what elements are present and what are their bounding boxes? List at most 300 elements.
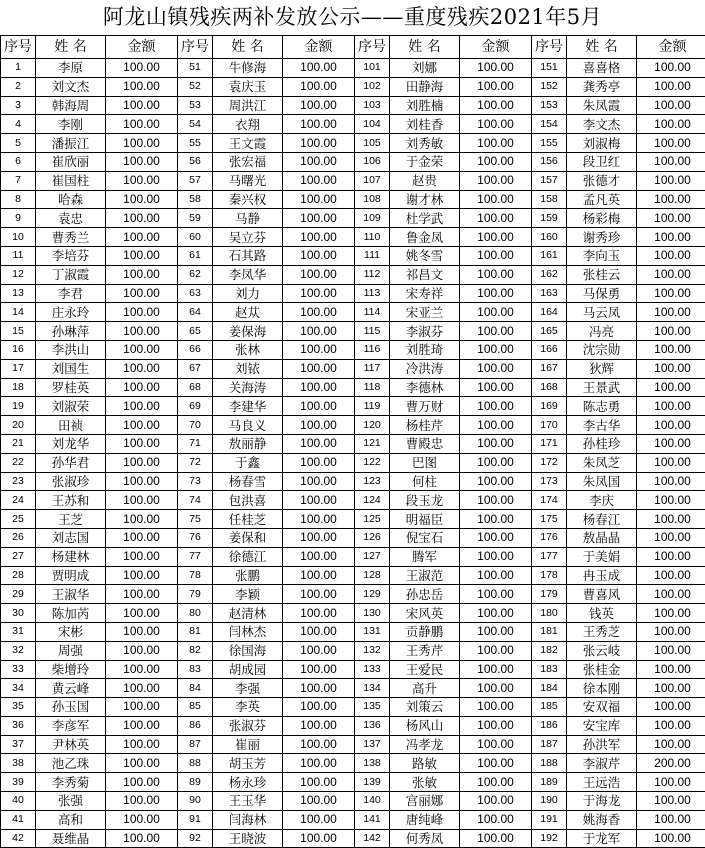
name-cell: 孙桂珍 — [567, 434, 637, 453]
name-cell: 张鹏 — [213, 566, 283, 585]
amount-cell: 100.00 — [460, 679, 532, 698]
amount-cell: 100.00 — [460, 829, 532, 848]
seq-cell: 89 — [178, 773, 213, 792]
name-cell: 吴立芬 — [213, 228, 283, 247]
amount-cell: 100.00 — [106, 340, 178, 359]
name-cell: 于金荣 — [390, 152, 460, 171]
name-cell: 哈森 — [36, 190, 106, 209]
amount-cell: 100.00 — [106, 134, 178, 153]
name-cell: 曹殿忠 — [390, 434, 460, 453]
seq-cell: 129 — [355, 585, 390, 604]
name-cell: 杜学武 — [390, 209, 460, 228]
seq-cell: 182 — [532, 641, 567, 660]
amount-cell: 100.00 — [106, 716, 178, 735]
name-cell: 王景武 — [567, 378, 637, 397]
name-cell: 周洪江 — [213, 96, 283, 115]
seq-cell: 26 — [1, 528, 36, 547]
amount-cell: 100.00 — [106, 585, 178, 604]
seq-cell: 158 — [532, 190, 567, 209]
seq-cell: 135 — [355, 698, 390, 717]
seq-cell: 23 — [1, 472, 36, 491]
name-header: 姓 名 — [36, 36, 106, 59]
seq-cell: 7 — [1, 171, 36, 190]
amount-cell: 100.00 — [106, 322, 178, 341]
seq-cell: 70 — [178, 416, 213, 435]
amount-cell: 100.00 — [283, 322, 355, 341]
amount-cell: 100.00 — [637, 152, 705, 171]
seq-cell: 2 — [1, 77, 36, 96]
name-cell: 田静海 — [390, 77, 460, 96]
seq-cell: 116 — [355, 340, 390, 359]
amount-cell: 100.00 — [106, 472, 178, 491]
name-cell: 崔欣丽 — [36, 152, 106, 171]
amount-cell: 100.00 — [106, 209, 178, 228]
amount-cell: 100.00 — [460, 566, 532, 585]
seq-cell: 134 — [355, 679, 390, 698]
seq-cell: 35 — [1, 698, 36, 717]
amount-cell: 100.00 — [637, 566, 705, 585]
amount-cell: 100.00 — [637, 735, 705, 754]
amount-cell: 100.00 — [283, 265, 355, 284]
seq-header: 序号 — [178, 36, 213, 59]
seq-cell: 27 — [1, 547, 36, 566]
name-cell: 陈志勇 — [567, 397, 637, 416]
amount-cell: 100.00 — [106, 754, 178, 773]
amount-cell: 100.00 — [460, 303, 532, 322]
name-cell: 巴图 — [390, 453, 460, 472]
seq-cell: 168 — [532, 378, 567, 397]
name-cell: 明福臣 — [390, 510, 460, 529]
amount-cell: 100.00 — [637, 698, 705, 717]
name-cell: 沈宗勋 — [567, 340, 637, 359]
name-cell: 刘淑梅 — [567, 134, 637, 153]
table-row — [1, 773, 705, 792]
table-row — [1, 209, 705, 228]
name-cell: 张桂金 — [567, 660, 637, 679]
amount-cell: 100.00 — [637, 641, 705, 660]
seq-cell: 76 — [178, 528, 213, 547]
name-cell: 黄云峰 — [36, 679, 106, 698]
table-row — [1, 397, 705, 416]
amount-cell: 100.00 — [637, 547, 705, 566]
name-cell: 刘秀敏 — [390, 134, 460, 153]
table-row — [1, 792, 705, 811]
amount-cell: 100.00 — [283, 190, 355, 209]
seq-cell: 60 — [178, 228, 213, 247]
seq-cell: 51 — [178, 59, 213, 78]
table-row — [1, 754, 705, 773]
name-cell: 刘铱 — [213, 359, 283, 378]
name-cell: 刘淑荣 — [36, 397, 106, 416]
seq-cell: 142 — [355, 829, 390, 848]
seq-cell: 31 — [1, 622, 36, 641]
name-cell: 安双福 — [567, 698, 637, 717]
name-cell: 尹林英 — [36, 735, 106, 754]
amount-cell: 100.00 — [106, 491, 178, 510]
name-cell: 关海涛 — [213, 378, 283, 397]
amount-cell: 100.00 — [283, 434, 355, 453]
name-cell: 赵清林 — [213, 604, 283, 623]
seq-cell: 83 — [178, 660, 213, 679]
amount-cell: 100.00 — [106, 397, 178, 416]
amount-header: 金额 — [460, 36, 532, 59]
amount-cell: 100.00 — [637, 773, 705, 792]
amount-cell: 100.00 — [283, 547, 355, 566]
seq-cell: 102 — [355, 77, 390, 96]
amount-cell: 100.00 — [460, 190, 532, 209]
amount-cell: 100.00 — [460, 284, 532, 303]
name-cell: 张敏 — [390, 773, 460, 792]
name-cell: 陈加芮 — [36, 604, 106, 623]
seq-header: 序号 — [1, 36, 36, 59]
amount-cell: 100.00 — [106, 679, 178, 698]
amount-cell: 100.00 — [283, 698, 355, 717]
name-cell: 李德林 — [390, 378, 460, 397]
amount-cell: 100.00 — [283, 585, 355, 604]
name-cell: 宋彬 — [36, 622, 106, 641]
amount-cell: 100.00 — [637, 792, 705, 811]
seq-cell: 126 — [355, 528, 390, 547]
seq-cell: 112 — [355, 265, 390, 284]
amount-cell: 100.00 — [283, 378, 355, 397]
seq-cell: 24 — [1, 491, 36, 510]
seq-cell: 188 — [532, 754, 567, 773]
name-cell: 刘龙华 — [36, 434, 106, 453]
table-row — [1, 491, 705, 510]
name-cell: 李向玉 — [567, 246, 637, 265]
seq-cell: 18 — [1, 378, 36, 397]
seq-cell: 16 — [1, 340, 36, 359]
name-cell: 杨春雪 — [213, 472, 283, 491]
name-cell: 刘国生 — [36, 359, 106, 378]
amount-cell: 100.00 — [106, 641, 178, 660]
seq-cell: 28 — [1, 566, 36, 585]
amount-cell: 100.00 — [283, 660, 355, 679]
amount-cell: 100.00 — [283, 134, 355, 153]
seq-cell: 130 — [355, 604, 390, 623]
amount-cell: 100.00 — [106, 265, 178, 284]
amount-cell: 100.00 — [460, 96, 532, 115]
name-cell: 袁忠 — [36, 209, 106, 228]
name-cell: 贡静鹏 — [390, 622, 460, 641]
name-cell: 王玉华 — [213, 792, 283, 811]
seq-cell: 190 — [532, 792, 567, 811]
name-cell: 王苏和 — [36, 491, 106, 510]
amount-cell: 100.00 — [283, 679, 355, 698]
seq-cell: 88 — [178, 754, 213, 773]
amount-cell: 100.00 — [283, 773, 355, 792]
name-cell: 王文霞 — [213, 134, 283, 153]
amount-cell: 100.00 — [460, 453, 532, 472]
amount-cell: 100.00 — [106, 698, 178, 717]
name-cell: 敖丽静 — [213, 434, 283, 453]
name-cell: 刘策云 — [390, 698, 460, 717]
amount-cell: 100.00 — [460, 340, 532, 359]
amount-cell: 100.00 — [460, 660, 532, 679]
amount-cell: 100.00 — [283, 622, 355, 641]
amount-cell: 100.00 — [283, 284, 355, 303]
table-row — [1, 434, 705, 453]
seq-cell: 174 — [532, 491, 567, 510]
amount-cell: 100.00 — [637, 453, 705, 472]
amount-cell: 100.00 — [460, 228, 532, 247]
seq-cell: 187 — [532, 735, 567, 754]
amount-cell: 100.00 — [460, 246, 532, 265]
name-cell: 李淑芬 — [390, 322, 460, 341]
name-cell: 聂维晶 — [36, 829, 106, 848]
amount-cell: 100.00 — [460, 322, 532, 341]
name-cell: 王芝 — [36, 510, 106, 529]
seq-cell: 121 — [355, 434, 390, 453]
seq-cell: 155 — [532, 134, 567, 153]
table-row — [1, 115, 705, 134]
name-cell: 于鑫 — [213, 453, 283, 472]
amount-cell: 100.00 — [637, 96, 705, 115]
seq-cell: 159 — [532, 209, 567, 228]
seq-cell: 173 — [532, 472, 567, 491]
table-row — [1, 96, 705, 115]
amount-header: 金额 — [637, 36, 705, 59]
amount-cell: 100.00 — [283, 209, 355, 228]
amount-cell: 100.00 — [460, 59, 532, 78]
amount-cell: 100.00 — [637, 115, 705, 134]
name-cell: 谢才林 — [390, 190, 460, 209]
name-cell: 李刚 — [36, 115, 106, 134]
name-cell: 孙忠岳 — [390, 585, 460, 604]
name-cell: 韩海周 — [36, 96, 106, 115]
amount-cell: 100.00 — [460, 716, 532, 735]
seq-cell: 103 — [355, 96, 390, 115]
amount-cell: 100.00 — [637, 228, 705, 247]
name-cell: 于龙军 — [567, 829, 637, 848]
amount-cell: 100.00 — [637, 134, 705, 153]
seq-cell: 154 — [532, 115, 567, 134]
amount-cell: 100.00 — [637, 209, 705, 228]
seq-cell: 107 — [355, 171, 390, 190]
amount-cell: 100.00 — [637, 59, 705, 78]
amount-cell: 100.00 — [283, 641, 355, 660]
seq-cell: 65 — [178, 322, 213, 341]
seq-cell: 113 — [355, 284, 390, 303]
name-cell: 袁庆玉 — [213, 77, 283, 96]
name-cell: 任桂芝 — [213, 510, 283, 529]
seq-cell: 183 — [532, 660, 567, 679]
seq-cell: 58 — [178, 190, 213, 209]
name-cell: 宋风英 — [390, 604, 460, 623]
seq-cell: 101 — [355, 59, 390, 78]
seq-cell: 133 — [355, 660, 390, 679]
name-cell: 赵贵 — [390, 171, 460, 190]
amount-cell: 100.00 — [283, 491, 355, 510]
name-cell: 路敏 — [390, 754, 460, 773]
name-cell: 朱凤国 — [567, 472, 637, 491]
amount-cell: 100.00 — [637, 810, 705, 829]
name-cell: 贾明成 — [36, 566, 106, 585]
name-cell: 孙洪军 — [567, 735, 637, 754]
amount-cell: 100.00 — [460, 115, 532, 134]
seq-cell: 163 — [532, 284, 567, 303]
amount-cell: 100.00 — [637, 246, 705, 265]
name-cell: 孙玉国 — [36, 698, 106, 717]
amount-cell: 100.00 — [283, 340, 355, 359]
seq-cell: 87 — [178, 735, 213, 754]
table-row — [1, 303, 705, 322]
name-cell: 孙华君 — [36, 453, 106, 472]
name-cell: 杨春江 — [567, 510, 637, 529]
name-cell: 杨彩梅 — [567, 209, 637, 228]
seq-cell: 41 — [1, 810, 36, 829]
seq-cell: 111 — [355, 246, 390, 265]
table-row — [1, 585, 705, 604]
name-cell: 闫海林 — [213, 810, 283, 829]
amount-cell: 100.00 — [637, 340, 705, 359]
amount-cell: 100.00 — [637, 397, 705, 416]
name-cell: 段玉龙 — [390, 491, 460, 510]
seq-cell: 185 — [532, 698, 567, 717]
amount-cell: 100.00 — [106, 792, 178, 811]
name-cell: 杨桂芹 — [390, 416, 460, 435]
amount-cell: 100.00 — [106, 829, 178, 848]
amount-cell: 100.00 — [283, 171, 355, 190]
name-cell: 李彦军 — [36, 716, 106, 735]
name-cell: 石其路 — [213, 246, 283, 265]
name-cell: 何柱 — [390, 472, 460, 491]
amount-cell: 100.00 — [637, 303, 705, 322]
seq-cell: 73 — [178, 472, 213, 491]
amount-cell: 100.00 — [106, 547, 178, 566]
name-cell: 杨风山 — [390, 716, 460, 735]
name-cell: 张强 — [36, 792, 106, 811]
name-cell: 李古华 — [567, 416, 637, 435]
amount-cell: 100.00 — [637, 829, 705, 848]
amount-cell: 100.00 — [283, 604, 355, 623]
seq-cell: 75 — [178, 510, 213, 529]
seq-cell: 1 — [1, 59, 36, 78]
name-cell: 唐纯峰 — [390, 810, 460, 829]
name-cell: 衣翔 — [213, 115, 283, 134]
name-cell: 冉玉成 — [567, 566, 637, 585]
name-cell: 李庆 — [567, 491, 637, 510]
seq-cell: 92 — [178, 829, 213, 848]
seq-cell: 62 — [178, 265, 213, 284]
amount-cell: 100.00 — [637, 528, 705, 547]
table-row — [1, 622, 705, 641]
amount-cell: 100.00 — [283, 528, 355, 547]
name-cell: 马静 — [213, 209, 283, 228]
seq-cell: 178 — [532, 566, 567, 585]
amount-cell: 100.00 — [637, 284, 705, 303]
table-row — [1, 698, 705, 717]
amount-cell: 100.00 — [637, 378, 705, 397]
amount-cell: 100.00 — [460, 641, 532, 660]
name-cell: 姜保海 — [213, 322, 283, 341]
seq-cell: 12 — [1, 265, 36, 284]
seq-cell: 57 — [178, 171, 213, 190]
seq-cell: 69 — [178, 397, 213, 416]
table-row — [1, 59, 705, 78]
table-row — [1, 378, 705, 397]
amount-cell: 100.00 — [283, 416, 355, 435]
seq-cell: 105 — [355, 134, 390, 153]
amount-cell: 100.00 — [106, 510, 178, 529]
amount-cell: 100.00 — [637, 322, 705, 341]
amount-cell: 100.00 — [283, 792, 355, 811]
table-row — [1, 510, 705, 529]
seq-cell: 53 — [178, 96, 213, 115]
amount-cell: 100.00 — [283, 829, 355, 848]
seq-cell: 161 — [532, 246, 567, 265]
table-row — [1, 716, 705, 735]
seq-cell: 167 — [532, 359, 567, 378]
table-row — [1, 190, 705, 209]
name-cell: 杨永珍 — [213, 773, 283, 792]
amount-cell: 100.00 — [637, 171, 705, 190]
name-header: 姓 名 — [567, 36, 637, 59]
seq-header: 序号 — [532, 36, 567, 59]
amount-cell: 100.00 — [460, 378, 532, 397]
amount-cell: 100.00 — [283, 510, 355, 529]
seq-cell: 136 — [355, 716, 390, 735]
amount-header: 金额 — [283, 36, 355, 59]
amount-cell: 100.00 — [106, 152, 178, 171]
name-cell: 张德才 — [567, 171, 637, 190]
name-cell: 孙琳萍 — [36, 322, 106, 341]
name-cell: 高和 — [36, 810, 106, 829]
seq-cell: 180 — [532, 604, 567, 623]
amount-cell: 100.00 — [106, 604, 178, 623]
table-row — [1, 528, 705, 547]
name-cell: 姚冬雪 — [390, 246, 460, 265]
seq-cell: 191 — [532, 810, 567, 829]
amount-cell: 100.00 — [637, 416, 705, 435]
seq-cell: 84 — [178, 679, 213, 698]
amount-cell: 100.00 — [106, 528, 178, 547]
name-cell: 赵苁 — [213, 303, 283, 322]
amount-cell: 100.00 — [106, 303, 178, 322]
amount-cell: 100.00 — [283, 77, 355, 96]
name-cell: 钱英 — [567, 604, 637, 623]
seq-cell: 72 — [178, 453, 213, 472]
seq-cell: 90 — [178, 792, 213, 811]
seq-cell: 10 — [1, 228, 36, 247]
name-cell: 狄辉 — [567, 359, 637, 378]
name-cell: 李英 — [213, 698, 283, 717]
name-cell: 宫丽娜 — [390, 792, 460, 811]
amount-cell: 100.00 — [460, 585, 532, 604]
name-cell: 刘志国 — [36, 528, 106, 547]
seq-cell: 68 — [178, 378, 213, 397]
name-cell: 罗桂英 — [36, 378, 106, 397]
amount-cell: 100.00 — [637, 660, 705, 679]
seq-cell: 14 — [1, 303, 36, 322]
table-row — [1, 660, 705, 679]
seq-cell: 141 — [355, 810, 390, 829]
name-cell: 冯亮 — [567, 322, 637, 341]
seq-cell: 138 — [355, 754, 390, 773]
table-row — [1, 322, 705, 341]
seq-cell: 71 — [178, 434, 213, 453]
seq-cell: 132 — [355, 641, 390, 660]
amount-cell: 100.00 — [283, 472, 355, 491]
amount-cell: 100.00 — [106, 228, 178, 247]
seq-cell: 186 — [532, 716, 567, 735]
name-cell: 胡玉芳 — [213, 754, 283, 773]
name-cell: 马良义 — [213, 416, 283, 435]
name-cell: 徐国海 — [213, 641, 283, 660]
seq-cell: 184 — [532, 679, 567, 698]
seq-cell: 86 — [178, 716, 213, 735]
name-cell: 倪宝石 — [390, 528, 460, 547]
